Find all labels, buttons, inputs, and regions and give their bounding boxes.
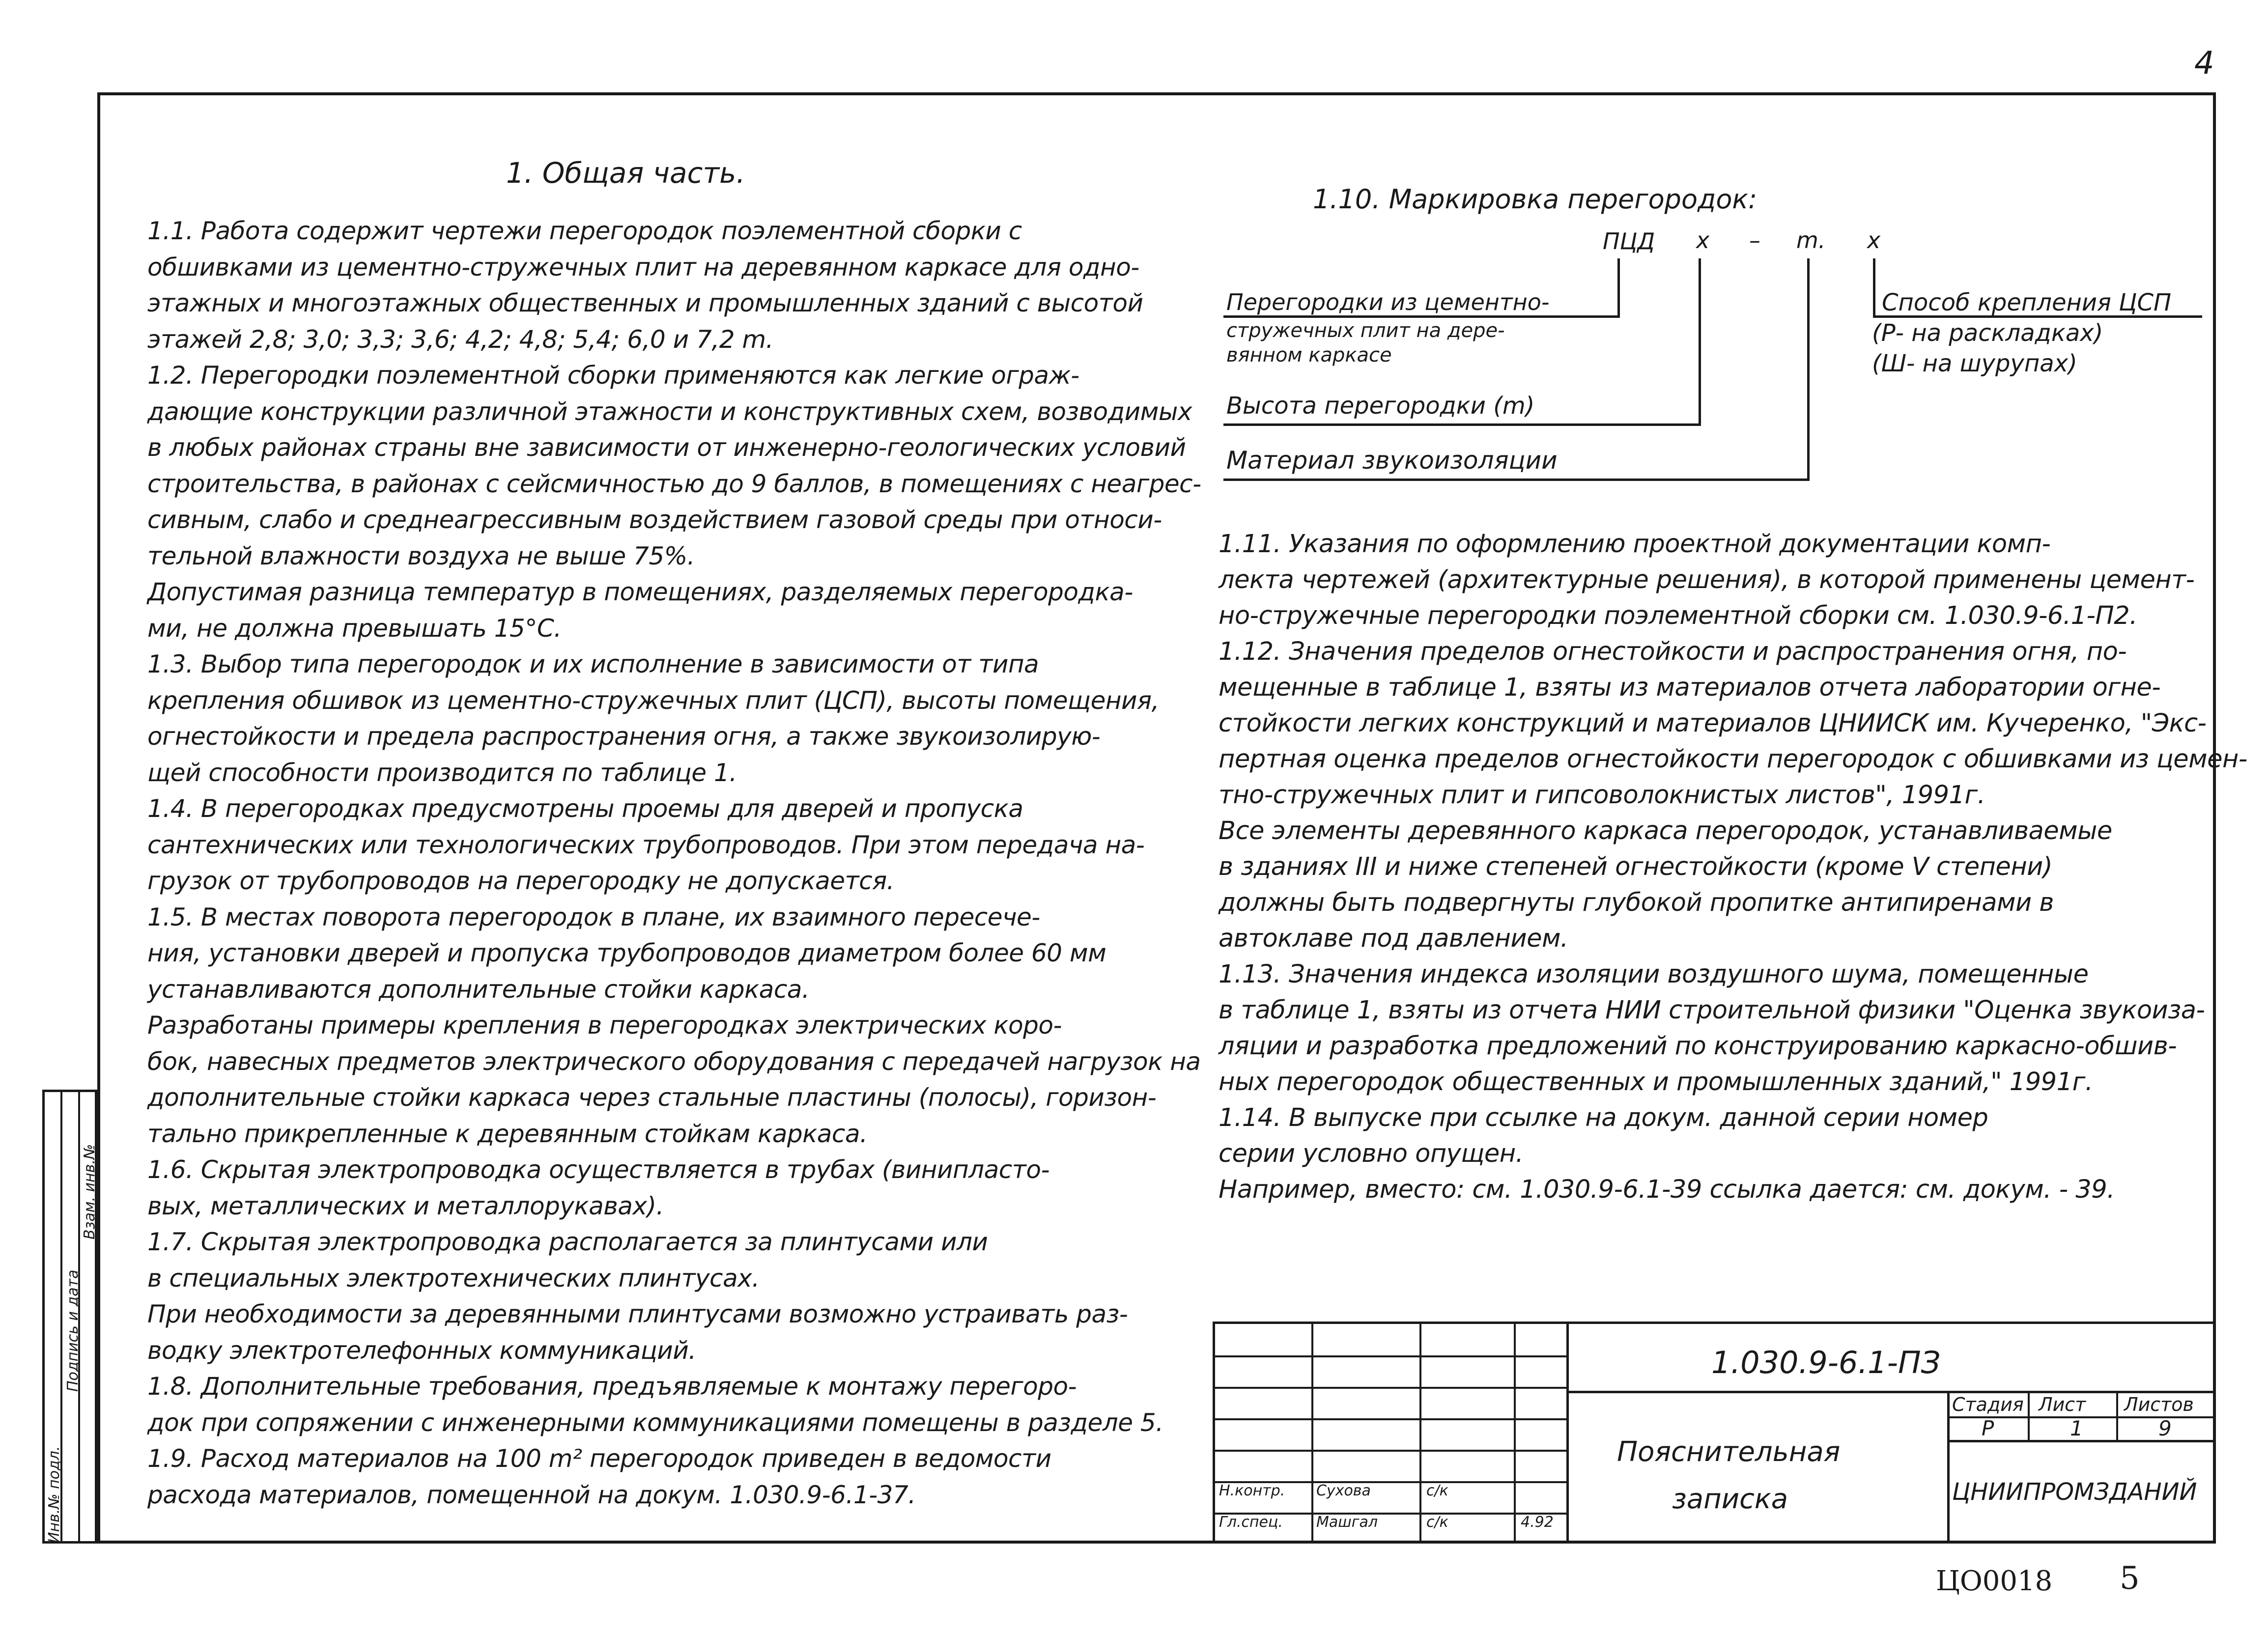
text-line: 1.13. Значения индекса изоляции воздушного шума, помещенные bbox=[1219, 960, 2089, 989]
text-line: серии условно опущен. bbox=[1219, 1139, 1524, 1168]
marking-label-material-3: вянном каркасе bbox=[1226, 344, 1392, 366]
text-line: ных перегородок общественных и промышленных зданий," 1991г. bbox=[1219, 1068, 2093, 1097]
text-line: 1.7. Скрытая электропроводка располагается за плинтусами или bbox=[147, 1228, 988, 1256]
text-line: строительства, в районах с сейсмичностью до 9 баллов, в помещениях с неагрес- bbox=[147, 469, 1201, 498]
text-line: 1.1. Работа содержит чертежи перегородок поэлементной сборки с bbox=[147, 217, 1022, 245]
leader-line bbox=[1223, 478, 1810, 481]
text-line: сантехнических или технологических трубопроводов. При этом передача на- bbox=[147, 830, 1145, 859]
text-line: водку электротелефонных коммуникаций. bbox=[147, 1336, 696, 1365]
marking-label-fastening: Способ крепления ЦСП bbox=[1882, 289, 2172, 316]
text-line: в зданиях III и ниже степеней огнестойкости (кроме V степени) bbox=[1219, 852, 2053, 881]
text-line: тально прикрепленные к деревянным стойкам каркаса. bbox=[147, 1119, 868, 1148]
signer-sign: с/к bbox=[1426, 1514, 1448, 1531]
text-line: дающие конструкции различной этажности и конструктивных схем, возводимых bbox=[147, 397, 1192, 426]
text-line: 1.4. В перегородках предусмотрены проемы для дверей и пропуска bbox=[147, 794, 1023, 823]
text-line: в специальных электротехнических плинтусах. bbox=[147, 1264, 760, 1293]
text-line: расхода материалов, помещенной на докум. 1.030.9-6.1-37. bbox=[147, 1480, 916, 1509]
text-line: Например, вместо: см. 1.030.9-6.1-39 ссылка дается: см. докум. - 39. bbox=[1219, 1175, 2115, 1204]
text-line: ми, не должна превышать 15°С. bbox=[147, 614, 562, 643]
sheets-header: Листов bbox=[2124, 1394, 2194, 1415]
marking-code-x1: х bbox=[1696, 227, 1710, 253]
stage-value: Р bbox=[1982, 1416, 1994, 1440]
text-line: док при сопряжении с инженерными коммуникациями помещены в разделе 5. bbox=[147, 1408, 1163, 1437]
marking-label-material-1: Перегородки из цементно- bbox=[1226, 289, 1550, 315]
text-line: грузок от трубопроводов на перегородку не допускается. bbox=[147, 867, 895, 895]
text-line: бок, навесных предметов электрического оборудования с передачей нагрузок на bbox=[147, 1047, 1201, 1076]
text-line: 1.11. Указания по оформлению проектной документации комп- bbox=[1219, 530, 2051, 559]
text-line: щей способности производится по таблице 1. bbox=[147, 758, 737, 787]
page-number-top: 4 bbox=[2194, 45, 2214, 82]
side-stamp-replacement: Взам. инв.№ bbox=[81, 1144, 98, 1239]
text-line: стойкости легких конструкций и материалов ЦНИИСК им. Кучеренко, "Экс- bbox=[1219, 709, 2207, 738]
text-line: должны быть подвергнуты глубокой пропитке антипиренами в bbox=[1219, 888, 2054, 917]
leader-line bbox=[1873, 258, 1875, 317]
signer-role: Н.контр. bbox=[1219, 1482, 1285, 1499]
designation: 1.030.9-6.1-ПЗ bbox=[1711, 1345, 1941, 1380]
title-block bbox=[1213, 1322, 2216, 1544]
side-stamp bbox=[42, 1090, 97, 1544]
text-line: 1.14. В выпуске при ссылке на докум. данной серии номер bbox=[1219, 1103, 1988, 1132]
text-line: в таблице 1, взяты из отчета НИИ строительной физики "Оценка звукоиза- bbox=[1219, 996, 2205, 1025]
text-line: 1.2. Перегородки поэлементной сборки применяются как легкие ограж- bbox=[147, 361, 1079, 390]
marking-label-fastening-p: (Р- на раскладках) bbox=[1872, 319, 2103, 347]
text-line: тно-стружечных плит и гипсоволокнистых листов", 1991г. bbox=[1219, 781, 1985, 810]
marking-code-series: ПЦД bbox=[1603, 228, 1655, 254]
text-line: 1.6. Скрытая электропроводка осуществляется в трубах (винипласто- bbox=[147, 1155, 1050, 1184]
text-line: ния, установки дверей и пропуска трубопроводов диаметром более 60 мм bbox=[147, 939, 1106, 967]
sheets-value: 9 bbox=[2158, 1416, 2172, 1440]
text-line: 1.9. Расход материалов на 100 m² перегородок приведен в ведомости bbox=[147, 1444, 1051, 1473]
marking-label-height: Высота перегородки (m) bbox=[1226, 392, 1535, 420]
leader-line bbox=[1699, 258, 1701, 425]
text-line: мещенные в таблице 1, взяты из материалов отчета лаборатории огне- bbox=[1219, 673, 2161, 702]
text-line: Допустимая разница температур в помещениях, разделяемых перегородка- bbox=[147, 578, 1133, 606]
doc-title-2: записка bbox=[1672, 1483, 1788, 1515]
marking-label-fastening-sh: (Ш- на шурупах) bbox=[1872, 350, 2077, 377]
side-stamp-signature: Подпись и дата bbox=[64, 1269, 82, 1392]
marking-code-dash: – bbox=[1749, 227, 1760, 253]
text-line: 1.5. В местах поворота перегородок в плане, их взаимного пересече- bbox=[147, 902, 1040, 931]
page-number-bottom: 5 bbox=[2120, 1560, 2140, 1597]
signer-name: Машгал bbox=[1316, 1514, 1378, 1531]
text-line: 1.8. Дополнительные требования, предъявляемые к монтажу перегоро- bbox=[147, 1372, 1077, 1401]
text-line: пертная оценка пределов огнестойкости перегородок с обшивками из цемен- bbox=[1219, 745, 2247, 774]
leader-line bbox=[1617, 258, 1620, 317]
leader-line bbox=[1807, 258, 1810, 480]
text-line: огнестойкости и предела распространения огня, а также звукоизолирую- bbox=[147, 722, 1101, 751]
archive-code: ЦО0018 bbox=[1936, 1565, 2053, 1597]
marking-label-material-2: стружечных плит на дере- bbox=[1226, 319, 1505, 342]
marking-code-height: m. bbox=[1796, 227, 1826, 253]
text-line: устанавливаются дополнительные стойки каркаса. bbox=[147, 975, 810, 1004]
text-line: обшивками из цементно-стружечных плит на деревянном каркасе для одно- bbox=[147, 253, 1139, 281]
leader-line bbox=[1223, 423, 1701, 426]
marking-title: 1.10. Маркировка перегородок: bbox=[1313, 184, 1758, 215]
text-line: ляции и разработка предложений по конструированию каркасно-обшив- bbox=[1219, 1032, 2177, 1061]
sheet-header: Лист bbox=[2039, 1394, 2086, 1415]
marking-label-insulation: Материал звукоизоляции bbox=[1226, 446, 1558, 475]
text-line: этажей 2,8; 3,0; 3,3; 3,6; 4,2; 4,8; 5,4; 6,0 и 7,2 m. bbox=[147, 325, 774, 354]
stage-header: Стадия bbox=[1952, 1394, 2024, 1415]
leader-line bbox=[1223, 315, 1620, 318]
sheet-value: 1 bbox=[2070, 1416, 2083, 1440]
signer-name: Сухова bbox=[1316, 1482, 1371, 1499]
text-line: 1.3. Выбор типа перегородок и их исполнение в зависимости от типа bbox=[147, 650, 1039, 678]
side-stamp-inventory: Инв.№ подл. bbox=[46, 1446, 63, 1543]
text-line: дополнительные стойки каркаса через стальные пластины (полосы), горизон- bbox=[147, 1083, 1157, 1112]
organization: ЦНИИПРОМЗДАНИЙ bbox=[1952, 1478, 2197, 1506]
signer-sign: с/к bbox=[1426, 1482, 1448, 1499]
text-line: вых, металлических и металлорукавах). bbox=[147, 1191, 664, 1220]
text-line: сивным, слабо и среднеагрессивным воздействием газовой среды при относи- bbox=[147, 506, 1162, 534]
text-line: 1.12. Значения пределов огнестойкости и распространения огня, по- bbox=[1219, 637, 2127, 666]
text-line: тельной влажности воздуха не выше 75%. bbox=[147, 541, 695, 570]
signer-role: Гл.спец. bbox=[1219, 1514, 1283, 1531]
text-line: автоклаве под давлением. bbox=[1219, 924, 1568, 953]
section-heading: 1. Общая часть. bbox=[506, 156, 745, 190]
text-line: но-стружечные перегородки поэлементной сборки см. 1.030.9-6.1-П2. bbox=[1219, 601, 2137, 630]
text-line: Разработаны примеры крепления в перегородках электрических коро- bbox=[147, 1011, 1062, 1040]
text-line: крепления обшивок из цементно-стружечных плит (ЦСП), высоты помещения, bbox=[147, 686, 1160, 715]
text-line: лекта чертежей (архитектурные решения), в которой применены цемент- bbox=[1219, 565, 2195, 594]
signer-date: 4.92 bbox=[1521, 1514, 1554, 1531]
text-line: При необходимости за деревянными плинтусами возможно устраивать раз- bbox=[147, 1300, 1128, 1328]
marking-code-x2: х bbox=[1867, 227, 1881, 253]
text-line: Все элементы деревянного каркаса перегородок, устанавливаемые bbox=[1219, 816, 2112, 845]
text-line: в любых районах страны вне зависимости от инженерно-геологических условий bbox=[147, 433, 1186, 462]
text-line: этажных и многоэтажных общественных и промышленных зданий с высотой bbox=[147, 289, 1143, 317]
doc-title-1: Пояснительная bbox=[1617, 1436, 1841, 1468]
